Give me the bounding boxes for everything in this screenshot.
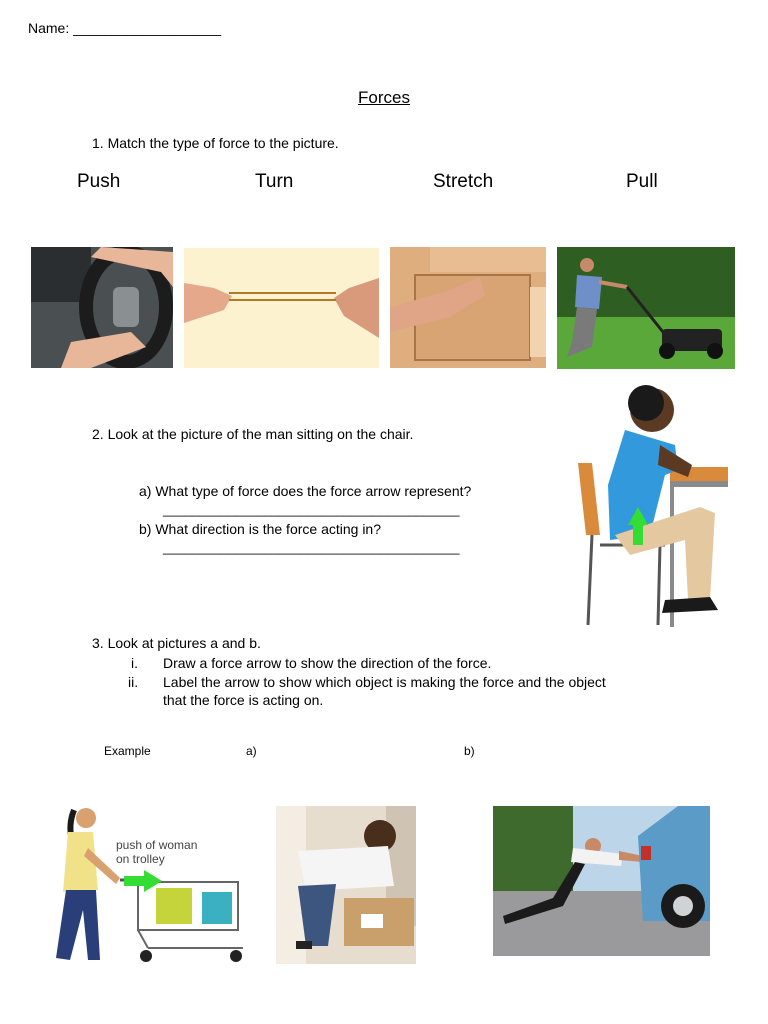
question-3-ii-continued: that the force is acting on.	[163, 692, 324, 708]
question-1: 1. Match the type of force to the picture.	[92, 135, 339, 151]
question-2a: a) What type of force does the force arrow represent?	[139, 483, 472, 499]
man-on-chair-illustration	[570, 385, 730, 635]
question-2: 2. Look at the picture of the man sitting on the chair.	[92, 426, 414, 442]
page-title: Forces	[358, 88, 410, 107]
question-3-i: Draw a force arrow to show the direction of the force.	[163, 655, 492, 671]
steering-wheel-photo	[31, 247, 173, 368]
answer-line-2b[interactable]: _________________________________________	[163, 540, 460, 555]
picture-b-label: b)	[464, 744, 475, 758]
force-word-stretch: Stretch	[433, 171, 494, 192]
picture-a-label: a)	[246, 744, 257, 758]
woman-pushing-trolley-illustration	[38, 800, 250, 970]
question-3-ii: Label the arrow to show which object is making the force and the object	[163, 674, 606, 690]
answer-line-2a[interactable]: _________________________________________	[163, 502, 460, 517]
force-word-turn: Turn	[255, 171, 294, 192]
name-field: Name: ___________________	[28, 20, 222, 36]
man-pushing-car-photo	[493, 806, 710, 956]
example-caption-line-1: push of woman	[116, 838, 198, 852]
question-2b: b) What direction is the force acting in?	[139, 521, 382, 537]
question-3: 3. Look at pictures a and b.	[92, 635, 261, 651]
question-3-i-number: i.	[131, 655, 138, 671]
question-3-ii-number: ii.	[128, 674, 139, 690]
rubber-band-photo	[184, 248, 379, 368]
lawn-mower-photo	[557, 247, 735, 369]
example-label: Example	[104, 744, 151, 758]
man-lifting-box-photo	[276, 806, 416, 964]
example-caption-line-2: on trolley	[116, 852, 165, 866]
force-word-push: Push	[77, 171, 121, 192]
drawer-photo	[390, 247, 546, 368]
force-word-pull: Pull	[626, 171, 658, 192]
